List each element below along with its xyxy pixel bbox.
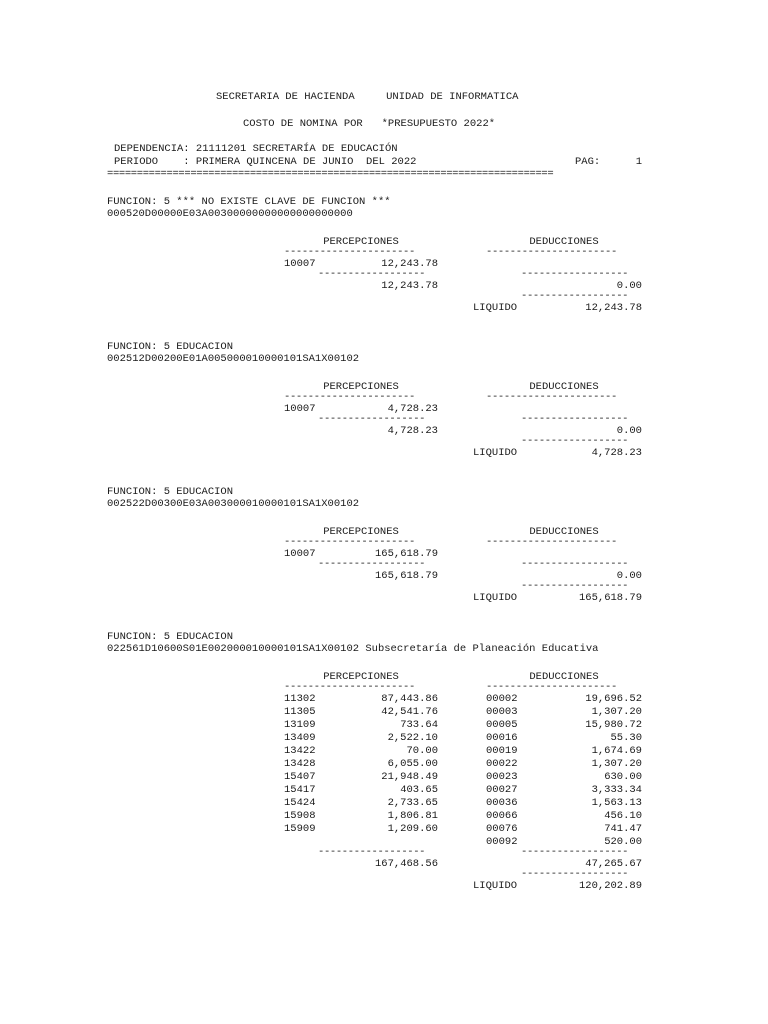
percepcion-code: 10007 [284, 403, 316, 415]
percepcion-amount: 6,055.00 [387, 758, 438, 770]
deduccion-code: 00036 [486, 797, 518, 809]
clave-line: 002512D00200E01A005000010000101SA1X00102 [107, 353, 360, 365]
deduccion-amount: 1,307.20 [591, 706, 642, 718]
deduccion-code: 00003 [486, 706, 518, 718]
percepciones-underline: ---------------------- [284, 536, 415, 548]
percepcion-code: 10007 [284, 258, 316, 270]
percepciones-underline: ---------------------- [284, 246, 415, 258]
percepcion-code: 11305 [284, 706, 316, 718]
liquido-amount: 12,243.78 [585, 302, 642, 314]
percepciones-header: PERCEPCIONES [323, 671, 399, 683]
percepciones-total-rule: ------------------ [318, 558, 426, 570]
deducciones-total: 0.00 [616, 425, 642, 437]
deducciones-total-rule: ------------------ [521, 558, 629, 570]
deducciones-underline: ---------------------- [486, 246, 617, 258]
percepcion-code: 15417 [284, 784, 316, 796]
percepcion-amount: 70.00 [406, 745, 438, 757]
liquido-label: LIQUIDO [473, 447, 518, 459]
deduccion-code: 00016 [486, 732, 518, 744]
deduccion-amount: 55.30 [610, 732, 642, 744]
deducciones-header: DEDUCCIONES [529, 526, 599, 538]
percepciones-underline: ---------------------- [284, 391, 415, 403]
percepcion-code: 13428 [284, 758, 316, 770]
liquido-rule: ------------------ [521, 290, 629, 302]
percepciones-header: PERCEPCIONES [323, 236, 399, 248]
deduccion-code: 00092 [486, 836, 518, 848]
deducciones-total-rule: ------------------ [521, 413, 629, 425]
percepcion-amount: 733.64 [400, 719, 438, 731]
percepcion-code: 10007 [284, 548, 316, 560]
deducciones-header: DEDUCCIONES [529, 381, 599, 393]
percepciones-header: PERCEPCIONES [323, 381, 399, 393]
deduccion-code: 00076 [486, 823, 518, 835]
liquido-amount: 4,728.23 [591, 447, 642, 459]
percepcion-code: 13109 [284, 719, 316, 731]
percepcion-amount: 1,209.60 [387, 823, 438, 835]
deducciones-total: 0.00 [616, 570, 642, 582]
percepciones-total: 4,728.23 [387, 425, 438, 437]
percepciones-underline: ---------------------- [284, 681, 415, 693]
page-label: PAG: [575, 156, 601, 168]
percepcion-amount: 4,728.23 [387, 403, 438, 415]
deducciones-total-rule: ------------------ [521, 846, 629, 858]
deduccion-amount: 1,563.13 [591, 797, 642, 809]
percepciones-total-rule: ------------------ [318, 413, 426, 425]
deducciones-header: DEDUCCIONES [529, 671, 599, 683]
percepcion-amount: 165,618.79 [374, 548, 438, 560]
percepcion-amount: 42,541.76 [381, 706, 438, 718]
funcion-line: FUNCION: 5 EDUCACION [107, 631, 234, 643]
deducciones-underline: ---------------------- [486, 536, 617, 548]
report-subtitle: COSTO DE NOMINA POR *PRESUPUESTO 2022* [243, 118, 496, 130]
deduccion-amount: 15,980.72 [585, 719, 642, 731]
deducciones-total: 0.00 [616, 280, 642, 292]
deducciones-total: 47,265.67 [585, 858, 642, 870]
percepcion-amount: 403.65 [400, 784, 438, 796]
deduccion-amount: 19,696.52 [585, 693, 642, 705]
deduccion-amount: 456.10 [604, 810, 642, 822]
clave-line: 022561D10600S01E002000010000101SA1X00102 Subsecretaría de Planeación Educativa [107, 643, 599, 655]
percepcion-amount: 87,443.86 [381, 693, 438, 705]
liquido-label: LIQUIDO [473, 880, 518, 892]
report-title: SECRETARIA DE HACIENDA UNIDAD DE INFORMATICA [216, 91, 519, 103]
deduccion-code: 00019 [486, 745, 518, 757]
page-number: 1 [635, 156, 642, 168]
deducciones-total-rule: ------------------ [521, 268, 629, 280]
funcion-line: FUNCION: 5 *** NO EXISTE CLAVE DE FUNCION *** [107, 196, 391, 208]
dependencia-line: DEPENDENCIA: 21111201 SECRETARÍA DE EDUCACIÓN [114, 143, 398, 155]
deduccion-code: 00027 [486, 784, 518, 796]
percepcion-code: 15424 [284, 797, 316, 809]
percepciones-total-rule: ------------------ [318, 268, 426, 280]
deduccion-amount: 1,674.69 [591, 745, 642, 757]
percepcion-code: 11302 [284, 693, 316, 705]
percepcion-code: 13409 [284, 732, 316, 744]
deducciones-header: DEDUCCIONES [529, 236, 599, 248]
funcion-line: FUNCION: 5 EDUCACION [107, 486, 234, 498]
percepcion-amount: 2,733.65 [387, 797, 438, 809]
deduccion-amount: 3,333.34 [591, 784, 642, 796]
periodo-line: PERIODO : PRIMERA QUINCENA DE JUNIO DEL 2022 [114, 156, 417, 168]
liquido-label: LIQUIDO [473, 302, 518, 314]
deduccion-amount: 741.47 [604, 823, 642, 835]
deduccion-code: 00022 [486, 758, 518, 770]
percepcion-amount: 2,522.10 [387, 732, 438, 744]
percepcion-code: 15407 [284, 771, 316, 783]
deduccion-code: 00005 [486, 719, 518, 731]
deduccion-amount: 1,307.20 [591, 758, 642, 770]
deduccion-code: 00023 [486, 771, 518, 783]
percepciones-total: 12,243.78 [381, 280, 438, 292]
percepcion-code: 13422 [284, 745, 316, 757]
deduccion-code: 00066 [486, 810, 518, 822]
liquido-rule: ------------------ [521, 580, 629, 592]
funcion-line: FUNCION: 5 EDUCACION [107, 341, 234, 353]
deduccion-code: 00002 [486, 693, 518, 705]
deducciones-underline: ---------------------- [486, 391, 617, 403]
clave-line: 002522D00300E03A003000010000101SA1X00102 [107, 498, 360, 510]
percepciones-total: 165,618.79 [374, 570, 438, 582]
clave-line: 000520D00000E03A00300000000000000000000 [107, 208, 353, 220]
liquido-label: LIQUIDO [473, 592, 518, 604]
header-rule: =========================================================================== [107, 168, 554, 180]
deduccion-amount: 630.00 [604, 771, 642, 783]
percepcion-code: 15909 [284, 823, 316, 835]
deducciones-underline: ---------------------- [486, 681, 617, 693]
deduccion-amount: 520.00 [604, 836, 642, 848]
percepcion-amount: 1,806.81 [387, 810, 438, 822]
percepcion-amount: 21,948.49 [381, 771, 438, 783]
percepciones-total-rule: ------------------ [318, 846, 426, 858]
percepcion-code: 15908 [284, 810, 316, 822]
percepciones-total: 167,468.56 [374, 858, 438, 870]
liquido-amount: 165,618.79 [578, 592, 642, 604]
percepcion-amount: 12,243.78 [381, 258, 438, 270]
percepciones-header: PERCEPCIONES [323, 526, 399, 538]
liquido-amount: 120,202.89 [578, 880, 642, 892]
liquido-rule: ------------------ [521, 435, 629, 447]
liquido-rule: ------------------ [521, 868, 629, 880]
